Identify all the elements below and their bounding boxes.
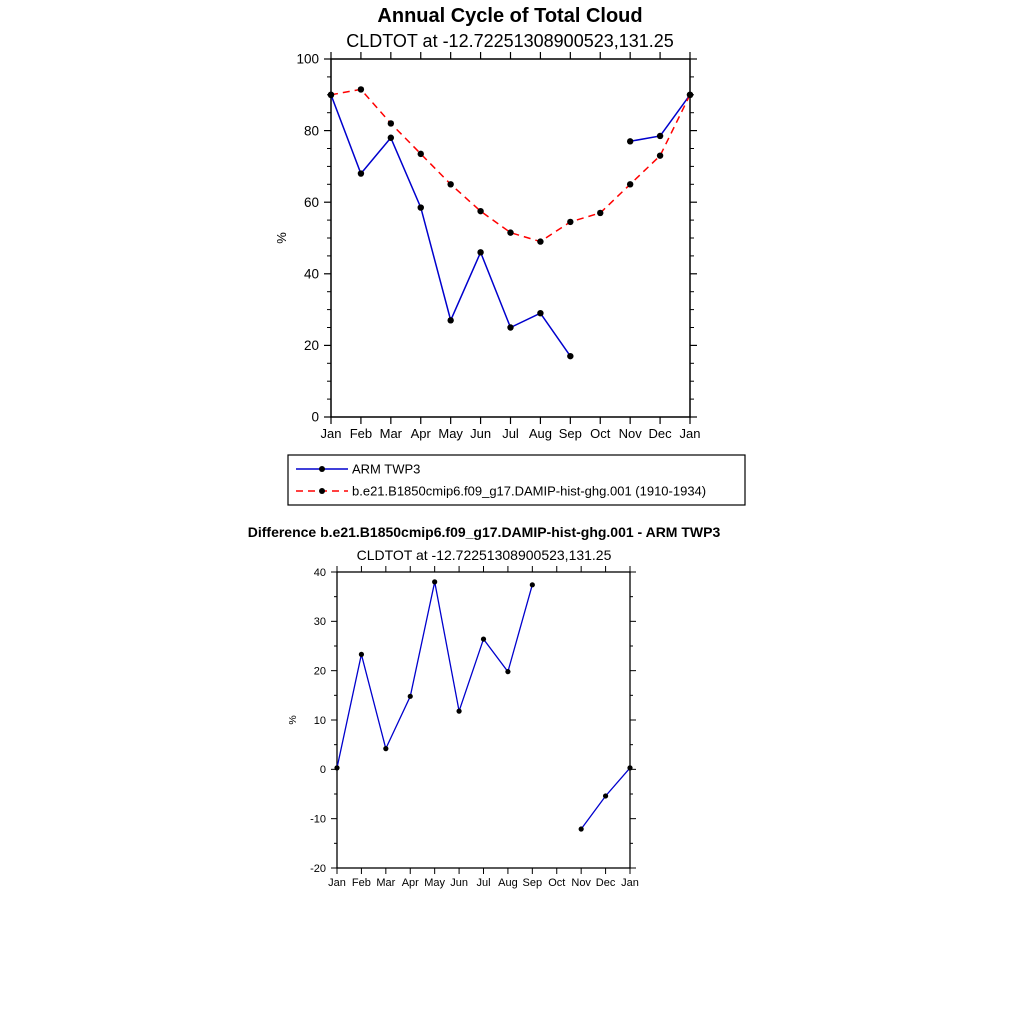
data-point-marker — [334, 765, 339, 770]
x-tick-label: Dec — [595, 877, 616, 889]
data-point-marker — [597, 210, 603, 216]
data-point-marker — [477, 249, 483, 255]
y-tick-label: 20 — [313, 665, 326, 678]
difference-chart — [248, 524, 721, 889]
x-tick-label: Jun — [450, 877, 468, 889]
x-tick-label: Dec — [648, 426, 672, 441]
y-tick-label: 80 — [303, 123, 319, 139]
x-tick-label: Oct — [548, 877, 566, 889]
x-tick-label: Mar — [376, 877, 396, 889]
data-point-marker — [567, 353, 573, 359]
data-point-marker — [328, 92, 334, 98]
data-point-marker — [657, 152, 663, 158]
y-tick-label: 60 — [303, 194, 319, 210]
x-tick-label: Nov — [571, 877, 591, 889]
x-tick-label: Apr — [410, 426, 431, 441]
x-tick-label: Feb — [349, 426, 373, 441]
x-tick-label: Jul — [476, 877, 491, 889]
data-point-marker — [388, 120, 394, 126]
plot-frame — [337, 572, 630, 868]
x-tick-label: Aug — [498, 877, 518, 889]
x-tick-label: May — [438, 426, 463, 441]
x-tick-label: Jan — [320, 426, 342, 441]
data-point-marker — [358, 170, 364, 176]
plot-frame — [331, 59, 690, 417]
data-point-marker — [530, 582, 535, 587]
x-tick-label: Jun — [470, 426, 492, 441]
x-tick-label: May — [424, 877, 446, 889]
legend-samples — [296, 466, 348, 494]
x-tick-label: Jan — [621, 877, 639, 889]
data-point-marker — [447, 317, 453, 323]
data-point-marker — [383, 746, 388, 751]
y-tick-label: -10 — [310, 813, 326, 826]
data-point-marker — [687, 92, 693, 98]
data-point-marker — [477, 208, 483, 214]
legend-marker — [319, 488, 325, 494]
data-point-marker — [359, 652, 364, 657]
y-tick-label: 10 — [313, 714, 326, 727]
legend-marker — [319, 466, 325, 472]
data-point-marker — [507, 324, 513, 330]
chart2-plot-area — [310, 566, 639, 889]
data-point-marker — [408, 694, 413, 699]
chart1-title: Annual Cycle of Total Cloud — [377, 5, 643, 27]
data-point-marker — [388, 135, 394, 141]
data-point-marker — [358, 86, 364, 92]
y-tick-label: 0 — [319, 764, 326, 777]
data-point-marker — [627, 765, 632, 770]
y-tick-label: 40 — [303, 266, 319, 282]
data-point-marker — [579, 826, 584, 831]
chart1-subtitle: CLDTOT at -12.72251308900523,131.25 — [346, 31, 674, 51]
data-point-marker — [432, 579, 437, 584]
x-tick-label: Feb — [351, 877, 371, 889]
data-point-marker — [603, 793, 608, 798]
chart2-y-axis-label: % — [287, 715, 299, 725]
x-tick-label: Apr — [401, 877, 419, 889]
x-tick-label: Jan — [328, 877, 346, 889]
y-tick-label: 40 — [313, 566, 326, 579]
series-line — [331, 95, 570, 356]
chart2-subtitle: CLDTOT at -12.72251308900523,131.25 — [356, 547, 612, 563]
data-point-marker — [657, 133, 663, 139]
annual-cycle-chart — [274, 5, 700, 441]
y-tick-label: 20 — [303, 338, 319, 354]
data-point-marker — [627, 138, 633, 144]
x-tick-label: Jan — [679, 426, 701, 441]
chart1-y-axis-label: % — [274, 232, 289, 244]
data-point-marker — [456, 709, 461, 714]
data-point-marker — [418, 151, 424, 157]
series-line — [331, 89, 690, 241]
x-tick-label: Sep — [558, 426, 582, 441]
series-line — [337, 582, 532, 768]
data-point-marker — [481, 636, 486, 641]
x-tick-label: Mar — [379, 426, 403, 441]
data-point-marker — [567, 219, 573, 225]
x-tick-label: Sep — [522, 877, 543, 889]
y-tick-label: 0 — [311, 409, 319, 425]
legend-label-model-run: b.e21.B1850cmip6.f09_g17.DAMIP-hist-ghg.001 (1910-1934) — [352, 483, 707, 499]
y-tick-label: -20 — [310, 862, 326, 875]
data-point-marker — [447, 181, 453, 187]
data-point-marker — [507, 229, 513, 235]
legend — [288, 455, 745, 505]
data-point-marker — [505, 669, 510, 674]
y-tick-label: 100 — [296, 51, 319, 67]
y-tick-label: 30 — [313, 616, 326, 629]
data-point-marker — [627, 181, 633, 187]
chart2-title: Difference b.e21.B1850cmip6.f09_g17.DAMIP-hist-ghg.001 - ARM TWP3 — [247, 524, 721, 540]
data-point-marker — [418, 204, 424, 210]
chart1-plot-area — [296, 52, 700, 441]
x-tick-label: Oct — [590, 426, 611, 441]
legend-label-arm-twp3: ARM TWP3 — [352, 461, 421, 477]
x-tick-label: Nov — [618, 426, 642, 441]
data-point-marker — [537, 310, 543, 316]
data-point-marker — [537, 238, 543, 244]
x-tick-label: Jul — [502, 426, 519, 441]
x-tick-label: Aug — [528, 426, 552, 441]
